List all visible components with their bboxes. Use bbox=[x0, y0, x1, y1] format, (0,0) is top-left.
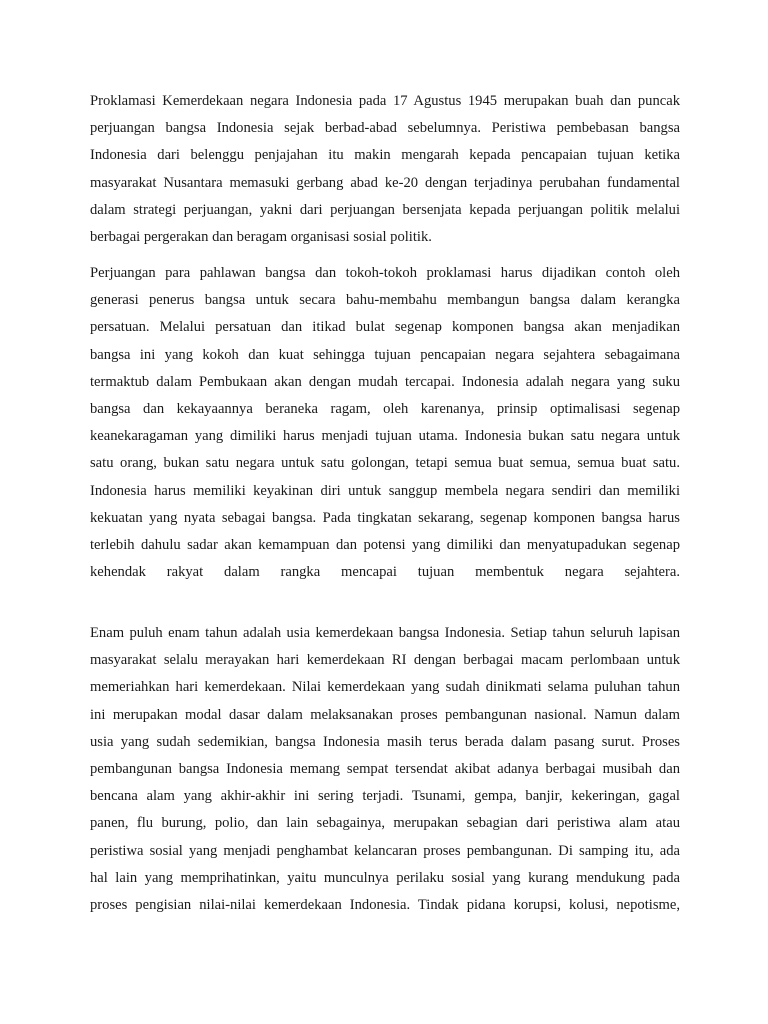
text-line: bencana alam yang akhir-akhir ini sering terjadi. Tsunami, gempa, banjir, kekeringan, gagal bbox=[90, 788, 680, 805]
text-line: perjuangan bangsa Indonesia sejak berbad-abad sebelumnya. Peristiwa pembebasan bangsa bbox=[90, 120, 680, 137]
text-line: Perjuangan para pahlawan bangsa dan tokoh-tokoh proklamasi harus dijadikan contoh oleh bbox=[90, 265, 680, 281]
text-line: usia yang sudah sedemikian, bangsa Indonesia masih terus berada dalam pasang surut. Proses bbox=[90, 733, 680, 750]
text-line: keanekaragaman yang dimiliki harus menjadi tujuan utama. Indonesia bukan satu negara untuk bbox=[90, 428, 680, 445]
text-line: Enam puluh enam tahun adalah usia kemerdekaan bangsa Indonesia. Setiap tahun seluruh lapisan bbox=[90, 625, 680, 641]
text-line: Indonesia harus memiliki keyakinan diri untuk sanggup membela negara sendiri dan memiliki bbox=[90, 482, 680, 499]
text-line: persatuan. Melalui persatuan dan itikad bulat segenap komponen bangsa akan menjadikan bbox=[90, 319, 680, 336]
text-line: terlebih dahulu sadar akan kemampuan dan potensi yang dimiliki dan menyatupadukan segenap bbox=[90, 536, 680, 553]
text-line: satu orang, bukan satu negara untuk satu golongan, tetapi semua buat semua, semua buat satu. bbox=[90, 455, 680, 472]
paragraph-proklamasi bbox=[90, 88, 680, 251]
text-line: kekuatan yang nyata sebagai bangsa. Pada tingkatan sekarang, segenap komponen bangsa harus bbox=[90, 509, 680, 526]
text-line: Indonesia dari belenggu penjajahan itu makin mengarah kepada pencapaian tujuan ketika bbox=[90, 147, 680, 164]
text-line: panen, flu burung, polio, dan lain sebagainya, merupakan sebagian dari peristiwa alam atau bbox=[90, 815, 680, 832]
text-line: hal lain yang memprihatinkan, yaitu munculnya perilaku sosial yang kurang mendukung pada bbox=[90, 869, 680, 886]
text-line: masyarakat Nusantara memasuki gerbang abad ke-20 dengan terjadinya perubahan fundamental bbox=[90, 174, 680, 191]
text-line: ini merupakan modal dasar dalam melaksanakan proses pembangunan nasional. Namun dalam bbox=[90, 706, 680, 723]
text-line: pembangunan bangsa Indonesia memang sempat tersendat akibat adanya berbagai musibah dan bbox=[90, 760, 680, 777]
paragraph-enam-puluh-enam-tahun bbox=[90, 620, 680, 919]
text-line: bangsa dan kekayaannya beraneka ragam, oleh karenanya, prinsip optimalisasi segenap bbox=[90, 400, 680, 417]
text-line: peristiwa sosial yang menjadi penghambat kelancaran proses pembangunan. Di samping itu, ada bbox=[90, 842, 680, 859]
text-line: bangsa ini yang kokoh dan kuat sehingga tujuan pencapaian negara sejahtera sebagaimana bbox=[90, 346, 680, 363]
text-line: memeriahkan hari kemerdekaan. Nilai kemerdekaan yang sudah dinikmati selama puluhan tahun bbox=[90, 679, 680, 696]
text-line: dalam strategi perjuangan, yakni dari perjuangan bersenjata kepada perjuangan politik melalui bbox=[90, 201, 680, 218]
paragraph-perjuangan bbox=[90, 260, 680, 586]
text-line: masyarakat selalu merayakan hari kemerdekaan RI dengan berbagai macam perlombaan untuk bbox=[90, 652, 680, 669]
text-line: proses pengisian nilai-nilai kemerdekaan Indonesia. Tindak pidana korupsi, kolusi, nepotisme, bbox=[90, 896, 680, 913]
text-line: generasi penerus bangsa untuk secara bahu-membahu membangun bangsa dalam kerangka bbox=[90, 292, 680, 309]
text-line: kehendak rakyat dalam rangka mencapai tujuan membentuk negara sejahtera. bbox=[90, 564, 680, 581]
text-line: termaktub dalam Pembukaan akan dengan mudah tercapai. Indonesia adalah negara yang suku bbox=[90, 373, 680, 390]
text-line: Proklamasi Kemerdekaan negara Indonesia pada 17 Agustus 1945 merupakan buah dan puncak bbox=[90, 93, 680, 109]
text-line: berbagai pergerakan dan beragam organisasi sosial politik. bbox=[90, 228, 432, 245]
